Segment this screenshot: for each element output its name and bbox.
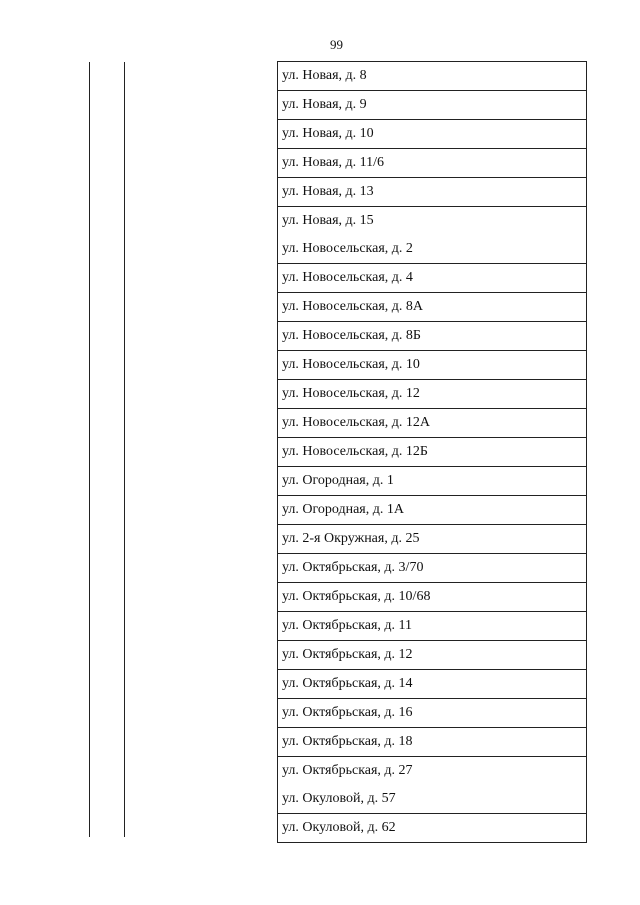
table-row: [278, 699, 587, 728]
table-row: [278, 149, 587, 178]
address-cell: ул. Новосельская, д. 8Б: [278, 322, 587, 351]
table-row: [278, 670, 587, 699]
table-row: [278, 409, 587, 438]
table-row: [278, 583, 587, 612]
table-column-rule-left: [89, 62, 90, 837]
address-cell: ул. Новосельская, д. 10: [278, 351, 587, 380]
table-row: [278, 438, 587, 467]
table-column-rule-inner: [124, 62, 125, 837]
table-row: [278, 612, 587, 641]
table-row: [278, 62, 587, 91]
table-row: [278, 235, 587, 264]
address-cell: ул. Новая, д. 13: [278, 178, 587, 207]
table-row: [278, 293, 587, 322]
address-cell: ул. Новая, д. 8: [278, 62, 587, 91]
address-cell: ул. Октябрьская, д. 3/70: [278, 554, 587, 583]
address-cell: ул. Октябрьская, д. 11: [278, 612, 587, 641]
address-cell: ул. Октябрьская, д. 27: [278, 757, 587, 786]
address-cell: ул. Новосельская, д. 4: [278, 264, 587, 293]
table-row: [278, 120, 587, 149]
address-cell: ул. Новая, д. 11/6: [278, 149, 587, 178]
table-row: [278, 728, 587, 757]
table-row: [278, 641, 587, 670]
address-cell: ул. Октябрьская, д. 18: [278, 728, 587, 757]
table-row: [278, 351, 587, 380]
table-row: [278, 178, 587, 207]
address-cell: ул. Новая, д. 15: [278, 207, 587, 236]
address-cell: ул. Новосельская, д. 8А: [278, 293, 587, 322]
table-row: [278, 757, 587, 786]
table-row: [278, 322, 587, 351]
address-cell: ул. Новосельская, д. 2: [278, 235, 587, 264]
address-cell: ул. 2-я Окружная, д. 25: [278, 525, 587, 554]
page-number: 99: [330, 37, 343, 52]
table-row: [278, 467, 587, 496]
address-cell: ул. Окуловой, д. 62: [278, 814, 587, 843]
address-cell: ул. Октябрьская, д. 14: [278, 670, 587, 699]
address-cell: ул. Новая, д. 9: [278, 91, 587, 120]
address-table: [277, 61, 587, 843]
address-cell: ул. Огородная, д. 1А: [278, 496, 587, 525]
address-cell: ул. Октябрьская, д. 10/68: [278, 583, 587, 612]
table-row: [278, 525, 587, 554]
address-cell: ул. Октябрьская, д. 12: [278, 641, 587, 670]
table-row: [278, 785, 587, 814]
address-cell: ул. Новая, д. 10: [278, 120, 587, 149]
address-cell: ул. Октябрьская, д. 16: [278, 699, 587, 728]
table-row: [278, 264, 587, 293]
table-row: [278, 91, 587, 120]
table-row: [278, 554, 587, 583]
address-cell: ул. Новосельская, д. 12: [278, 380, 587, 409]
address-cell: ул. Новосельская, д. 12Б: [278, 438, 587, 467]
table-row: [278, 814, 587, 843]
table-row: [278, 207, 587, 236]
address-cell: ул. Новосельская, д. 12А: [278, 409, 587, 438]
address-cell: ул. Окуловой, д. 57: [278, 785, 587, 814]
table-row: [278, 380, 587, 409]
table-row: [278, 496, 587, 525]
address-cell: ул. Огородная, д. 1: [278, 467, 587, 496]
